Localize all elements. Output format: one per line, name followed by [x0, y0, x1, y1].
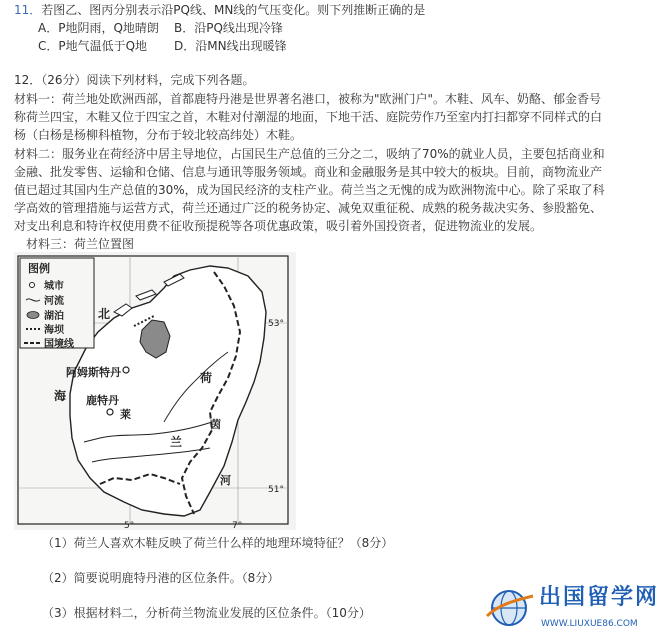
material1-line-2: 称荷兰四宝，木鞋又位于四宝之首，木鞋对付潮湿的地面，下地干活、庭院劳作乃至室内打扫都穿不同样式的白 — [14, 110, 603, 124]
legend-lake-symbol — [27, 312, 39, 319]
material1-line-1: 材料一：荷兰地处欧洲西部，首都鹿特丹港是世界著名港口，被称为"欧洲门户"。木鞋、风车、奶酪、郁金香号 — [14, 92, 602, 106]
q11-stem — [14, 0, 425, 20]
label-rhine-2: 茵 — [210, 418, 221, 431]
city-amsterdam — [123, 367, 129, 373]
label-lat-51: 51° — [268, 485, 284, 495]
legend-lake-label: 湖泊 — [44, 311, 64, 322]
label-lon-7: 7° — [232, 521, 243, 531]
material2-line-5: 对支出利息和特许权使用费不征收预提税等各项优惠政策，吸引着外国投资者，促进物流业的发展。 — [14, 219, 543, 233]
label-netherlands-2: 兰 — [170, 435, 183, 449]
material2-line-4: 学高效的管理措施与运营方式，荷兰还通过广泛的税务协定、减免双重征税、成熟的税务裁决实务、参股豁免、 — [14, 201, 603, 215]
label-rotterdam: 鹿特丹 — [86, 394, 119, 407]
city-rotterdam — [107, 409, 113, 415]
label-lat-53: 53° — [268, 319, 284, 329]
label-sea: 海 — [54, 389, 67, 403]
material2-line-2: 金融、批发零售、运输和仓储、信息与通讯等服务领域。商业和金融服务是其中较大的板块。目前，商物流业产 — [14, 165, 603, 179]
globe-icon — [483, 586, 535, 628]
q12-stem: 12．（26分）阅读下列材料，完成下列各题。 — [14, 73, 255, 87]
legend-river-label: 河流 — [44, 296, 64, 307]
label-rhine-1: 莱 — [120, 408, 131, 421]
label-netherlands-1: 荷 — [200, 371, 213, 385]
label-rhine-3: 河 — [220, 474, 231, 487]
q11-option-c: C．P地气温低于Q地 — [38, 39, 148, 53]
watermark-logo — [483, 585, 659, 630]
subquestion-2: （2）简要说明鹿特丹港的区位条件。（8分） — [42, 571, 280, 585]
netherlands-location-map — [14, 252, 296, 530]
label-north: 北 — [98, 307, 111, 321]
material1-line-3: 杨（白杨是杨柳科植物，分布于较北较高纬处）木鞋。 — [14, 128, 303, 142]
material3-title: 材料三：荷兰位置图 — [26, 237, 135, 251]
material2-line-1: 材料二：服务业在荷经济中居主导地位，占国民生产总值的三分之二，吸纳了70%的就业人员，主要包括商业和 — [14, 147, 605, 161]
q11-option-d: D．沿MN线出现暖锋 — [174, 39, 287, 53]
q11-option-a: A．P地阴雨，Q地晴朗 — [38, 21, 159, 35]
label-amsterdam: 阿姆斯特丹 — [66, 366, 121, 379]
label-lon-5: 5° — [124, 521, 135, 531]
subquestion-3: （3）根据材料二，分析荷兰物流业发展的区位条件。（10分） — [42, 606, 371, 620]
q11-stem-text: 11．若图乙、图丙分别表示沿PQ线、MN线的气压变化。则下列推断正确的是 — [14, 3, 426, 17]
legend-title: 图例 — [28, 262, 50, 275]
legend-city-symbol — [30, 283, 35, 288]
legend-dam-label: 海坝 — [44, 325, 64, 336]
legend-city-label: 城市 — [44, 281, 64, 292]
q11-option-b: B．沿PQ线出现冷锋 — [174, 21, 283, 35]
watermark-url: WWW.LIUXUE86.COM — [541, 619, 638, 629]
watermark-brand: 出国留学网 — [539, 585, 659, 610]
map-svg — [14, 252, 296, 530]
material2-line-3: 值已超过其国内生产总值的30%，成为国民经济的支柱产业。荷兰当之无愧的成为欧洲物流中心。除了采取了科 — [14, 183, 605, 197]
legend-border-label: 国境线 — [44, 339, 74, 350]
subquestion-1: （1）荷兰人喜欢木鞋反映了荷兰什么样的地理环境特征？（8分） — [42, 536, 394, 550]
